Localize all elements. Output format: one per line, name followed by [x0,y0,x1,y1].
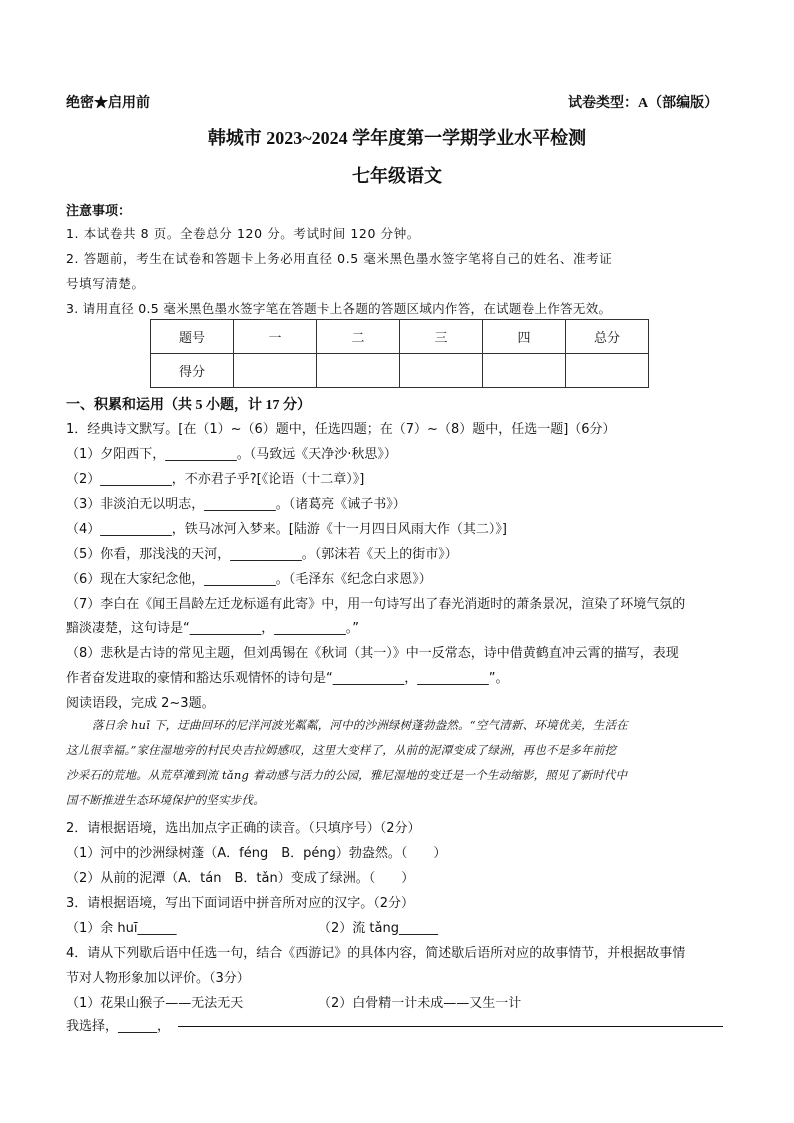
question-1-3: （3）非淡泊无以明志，___________。（诸葛亮《诫子书》） [66,497,406,512]
score-table [150,319,649,388]
question-1-1: （1）夕阳西下，___________。（马致远《天净沙·秋思》） [66,447,397,462]
question-1-4: （4）___________，铁马冰河入梦来。[陆游《十一月四日风雨大作（其二）》] [66,522,507,537]
score-cell[interactable] [234,354,317,388]
passage-line-3: 沙采石的荒地。从荒草滩到流 tǎng 着动感与活力的公园，雅尼湿地的变迁是一个生动缩影，照见了新时代中 [66,768,628,782]
question-1-7-cont: 黯淡凄楚，这句诗是“___________，___________。” [66,621,359,636]
passage-line-1: 落日余 huī 下，迂曲回环的尼洋河波光粼粼，河中的沙洲绿树蓬勃盎然。“空气清新、环境优美，生活在 [92,718,628,732]
score-table-header-cell: 二 [317,320,400,354]
score-cell[interactable] [400,354,483,388]
score-cell[interactable] [483,354,566,388]
score-cell[interactable] [317,354,400,388]
notice-item-2-cont: 号填写清楚。 [66,276,145,291]
question-4-choice: 我选择，______， [66,1019,171,1034]
question-3-2: （2）流 tǎng______ [318,921,438,936]
question-1-8: （8）悲秋是古诗的常见主题，但刘禹锡在《秋词（其一）》中一反常态，诗中借黄鹤直冲云霄的描写，表现 [66,646,679,661]
question-1-7: （7）李白在《闻王昌龄左迁龙标遥有此寄》中，用一句诗写出了春光消逝时的萧条景况，渲染了环境气氛的 [66,597,686,612]
question-1-5: （5）你看，那浅浅的天河，___________。（郭沫若《天上的街市》） [66,547,458,562]
score-table-header-cell: 一 [234,320,317,354]
answer-line[interactable] [178,1026,723,1027]
notice-item-3: 3. 请用直径 0.5 毫米黑色墨水签字笔在答题卡上各题的答题区域内作答，在试题卷上作答无效。 [66,301,612,316]
notice-item-2: 2. 答题前，考生在试卷和答题卡上务必用直径 0.5 毫米黑色墨水签字笔将自己的姓名、准考证 [66,251,613,266]
question-4: 4．请从下列歇后语中任选一句，结合《西游记》的具体内容，简述歇后语所对应的故事情节，并根据故事情 [66,946,686,961]
score-table-header-row [151,320,649,354]
question-1-2: （2）___________，不亦君子乎?[《论语（十二章）》] [66,472,365,487]
question-3: 3．请根据语境，写出下面词语中拼音所对应的汉字。（2分） [66,896,415,911]
passage-line-2: 这儿很幸福。”家住湿地旁的村民央吉拉姆感叹，这里大变样了，从前的泥潭变成了绿洲，再也不是多年前挖 [66,743,617,757]
paper-type-label: 试卷类型：A（部编版） [568,96,719,111]
score-table-header-cell: 三 [400,320,483,354]
score-table-header-cell: 四 [483,320,566,354]
question-3-1: （1）余 huī______ [66,921,177,936]
question-4-option-1: （1）花果山猴子——无法无天 [66,996,244,1011]
section-1-heading: 一、积累和运用（共 5 小题，计 17 分） [66,398,311,413]
score-table-header-cell: 总分 [566,320,649,354]
confidential-label: 绝密★启用前 [66,96,150,111]
score-table-header-cell: 题号 [151,320,234,354]
passage-line-4: 国不断推进生态环境保护的坚实步伐。 [66,793,265,807]
question-4-option-2: （2）白骨精一计未成——又生一计 [318,996,522,1011]
score-row-label: 得分 [151,354,234,388]
score-table-score-row [151,354,649,388]
question-1: 1．经典诗文默写。[在（1）~（6）题中，任选四题；在（7）~（8）题中，任选一题]（6分） [66,422,616,437]
question-4-cont: 节对人物形象加以评价。（3分） [66,971,250,986]
question-2: 2．请根据语境，选出加点字正确的读音。（只填序号）（2分） [66,821,421,836]
reading-intro: 阅读语段，完成 2~3题。 [66,696,215,711]
question-2-1: （1）河中的沙洲绿树蓬（A．féng B．péng）勃盎然。（ ） [66,846,447,861]
question-1-6: （6）现在大家纪念他，___________。（毛泽东《纪念白求恩》） [66,572,432,587]
exam-subtitle: 七年级语文 [352,166,442,186]
notice-item-1: 1. 本试卷共 8 页。全卷总分 120 分。考试时间 120 分钟。 [66,226,420,241]
notice-heading: 注意事项： [66,204,132,219]
question-1-8-cont: 作者奋发进取的豪情和豁达乐观情怀的诗句是“___________，___________”。 [66,671,509,686]
score-cell[interactable] [566,354,649,388]
question-2-2: （2）从前的泥潭（A．tán B．tǎn）变成了绿洲。（ ） [66,871,415,886]
exam-title: 韩城市 2023~2024 学年度第一学期学业水平检测 [207,128,587,148]
